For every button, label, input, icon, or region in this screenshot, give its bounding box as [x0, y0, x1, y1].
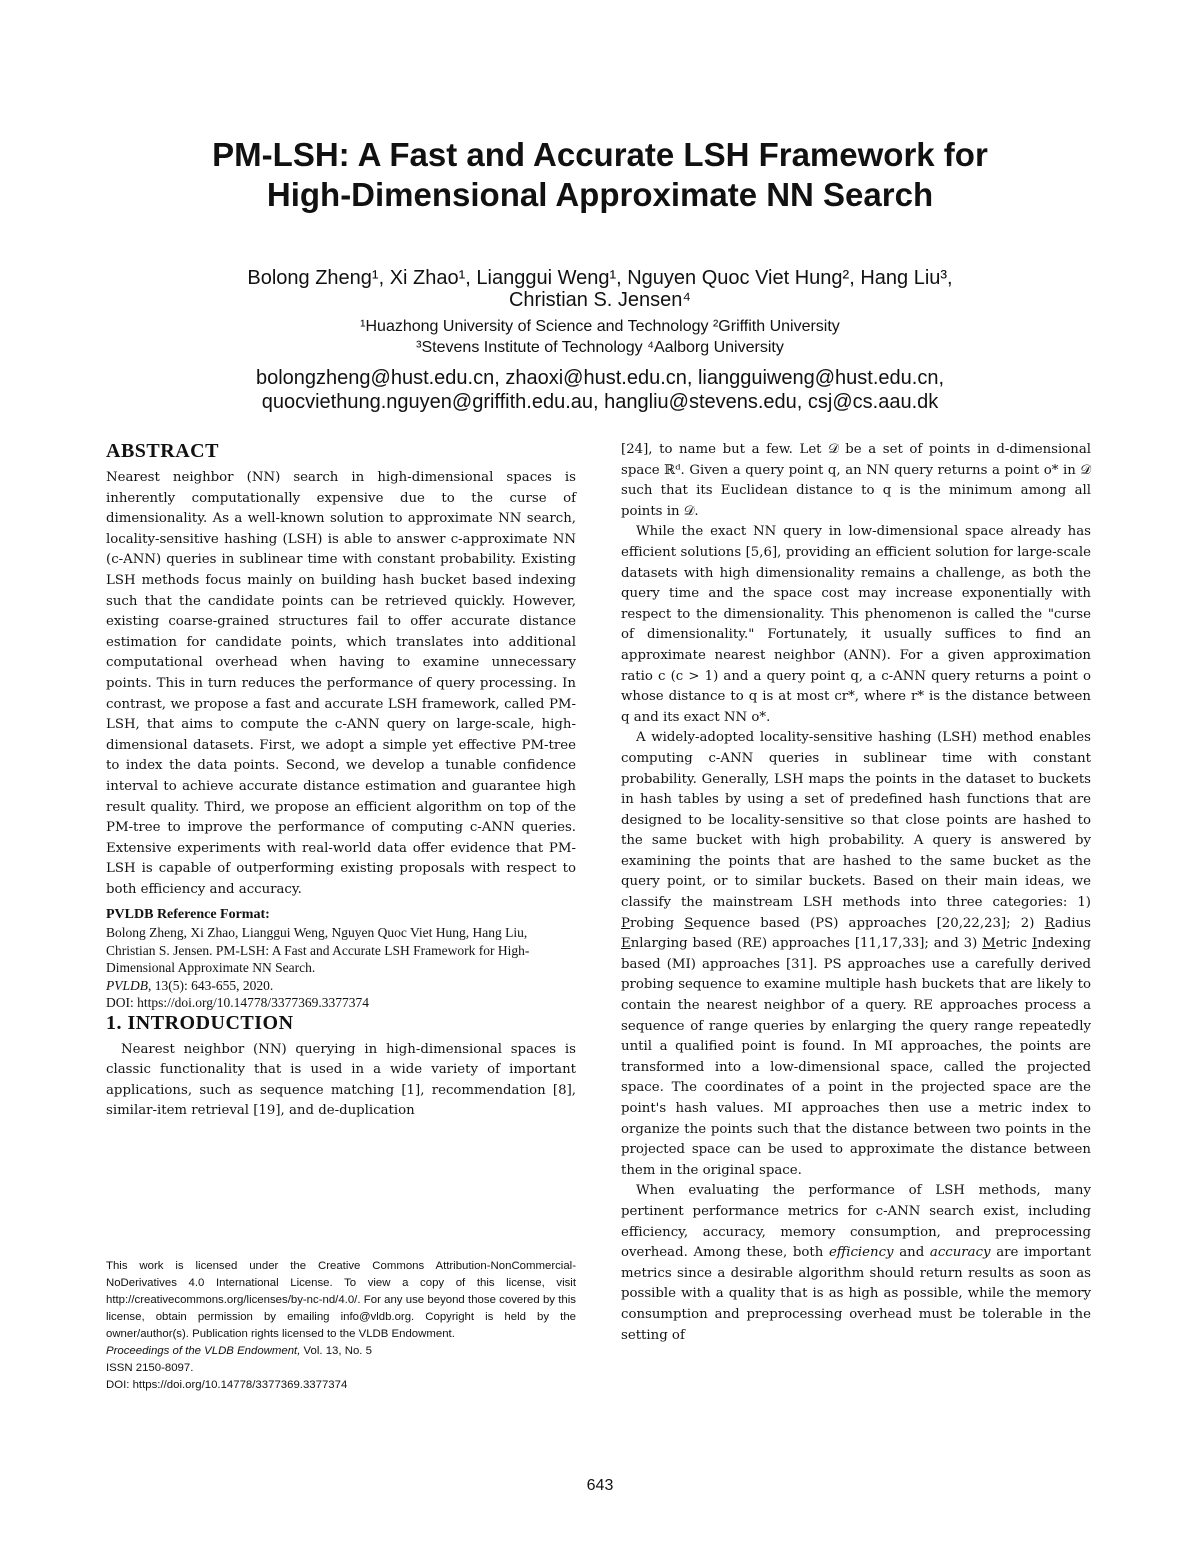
reference-format-doi: DOI: https://doi.org/10.14778/3377369.3377374 [106, 995, 370, 1011]
authors-line-2: Christian S. Jensen⁴ [508, 289, 691, 311]
paper-title [100, 135, 1100, 215]
accuracy-term: accuracy [929, 1245, 991, 1261]
efficiency-term: efficiency [828, 1245, 894, 1261]
authors-line-1: Bolong Zheng¹, Xi Zhao¹, Lianggui Weng¹, Nguyen Quoc Viet Hung², Hang Liu³, [247, 267, 953, 289]
author-list [100, 267, 1100, 311]
mi-text-1: etric [995, 936, 1032, 952]
emails-line-2: quocviethung.nguyen@griffith.edu.au, hangliu@stevens.edu, csj@cs.aau.dk [261, 391, 939, 413]
intro-paragraph-5 [621, 1181, 1091, 1346]
affiliations [100, 316, 1100, 358]
abstract-heading: ABSTRACT [106, 440, 219, 462]
affiliation-line-2: ³Stevens Institute of Technology ⁴Aalborg University [416, 339, 784, 356]
intro-paragraph-3: While the exact NN query in low-dimensional space already has efficient solutions [5,6], providing an efficient solution for large-scale datasets with high dimensionality remains a challenge, as both the query time and the space cost may increase exponentially with respect to the dimensionality. This phenomenon is called the "curse of dimensionality." Fortunately, it usually suffices to find an approximate nearest neighbor (ANN). For a given approximation ratio c (c > 1) and a query point q, a c-ANN query returns a point o whose distance to q is at most cr*, where r* is the distance between q and its exact NN o*. [621, 524, 1091, 725]
reference-format-citation: Bolong Zheng, Xi Zhao, Lianggui Weng, Nguyen Quoc Viet Hung, Hang Liu, Christian S. Jensen. PM-LSH: A Fast and Accurate LSH Framework for High-Dimensional Approximate NN Search. [106, 925, 530, 976]
page-number: 643 [586, 1477, 614, 1494]
re-initial-r: R [1044, 915, 1055, 931]
ps-initial-p: P [621, 915, 630, 931]
re-initial-e: E [621, 936, 631, 952]
proceedings-volume: Vol. 13, No. 5 [300, 1345, 372, 1357]
introduction-paragraph-1: Nearest neighbor (NN) querying in high-dimensional spaces is classic functionality that is used in a wide variety of important applications, such as sequence matching [1], recommendation [8], similar-item retrieval [19], and de-duplication [106, 1041, 576, 1119]
ps-initial-s: S [684, 915, 694, 931]
title-line-2: High-Dimensional Approximate NN Search [266, 176, 934, 213]
footnote-doi: DOI: https://doi.org/10.14778/3377369.3377374 [106, 1379, 348, 1391]
proceedings-line [106, 1343, 576, 1360]
mi-text-2: ndexing based (MI) approaches [31]. PS approaches use a carefully derived probing sequence to examine multiple hash buckets that are likely to contain the nearest neighbor of a query. RE approaches process a sequence of range queries by enlarging the query range repeatedly until a qualified point is found. In MI approaches, the points are transformed into a low-dimensional space, called the projected space. The coordinates of a point in the projected space are the point's hash values. MI approaches then use a metric index to organize the points such that the distance between two points in the projected space can be used to approximate the distance between them in the original space. [621, 936, 1091, 1178]
intro-paragraph-4 [621, 728, 1091, 1181]
ps-text-1: robing [629, 915, 685, 931]
title-line-1: PM-LSH: A Fast and Accurate LSH Framework for [212, 136, 988, 173]
reference-format [106, 924, 576, 1011]
issn-line: ISSN 2150-8097. [106, 1362, 194, 1374]
license-footnote [106, 1258, 576, 1394]
metrics-text-2: and [893, 1245, 930, 1261]
right-column [621, 440, 1091, 1346]
mi-initial-i: I [1031, 936, 1038, 952]
reference-format-venue: PVLDB [106, 977, 148, 993]
metrics-text-3: are important metrics since a desirable algorithm should return results as soon as possible with a quality that is as high as possible, while the memory consumption and preprocessing overhead must be tolerable in the setting of [621, 1245, 1091, 1343]
metrics-text-1: When evaluating the performance of LSH methods, many pertinent performance metrics for c-ANN search exist, including efficiency, accuracy, memory consumption, and preprocessing overhead. Among these, both [621, 1183, 1091, 1261]
lsh-overview-text: A widely-adopted locality-sensitive hashing (LSH) method enables computing c-ANN queries in sublinear time with constant probability. Generally, LSH maps the points in the dataset to buckets in hash tables by using a set of predefined hash functions that are designed to be locality-sensitive so that close points are hashed to the same bucket with high probability. A query is answered by examining the points that are hashed to the same bucket as the query point, or to similar buckets. Based on their main ideas, we classify the mainstream LSH methods into three categories: 1) [621, 730, 1091, 911]
affiliation-line-1: ¹Huazhong University of Science and Technology ²Griffith University [360, 318, 840, 335]
intro-paragraph-2: [24], to name but a few. Let 𝒟 be a set of points in d-dimensional space ℝᵈ. Given a query point q, an NN query returns a point o* in 𝒟 such that its Euclidean distance to q is the minimum among all points in 𝒟. [621, 442, 1091, 519]
re-text-1: adius [1054, 915, 1091, 931]
introduction-heading: 1. INTRODUCTION [106, 1011, 294, 1034]
author-emails [100, 366, 1100, 414]
reference-format-heading: PVLDB Reference Format: [106, 907, 270, 923]
re-text-2: nlarging based (RE) approaches [11,17,33]; and 3) [630, 936, 983, 952]
reference-format-volume: , 13(5): 643-655, 2020. [148, 977, 274, 993]
abstract-text: Nearest neighbor (NN) search in high-dimensional spaces is inherently computationally expensive due to the curse of dimensionality. As a well-known solution to approximate NN search, locality-sensitive hashing (LSH) is able to answer c-approximate NN (c-ANN) queries in sublinear time with constant probability. Existing LSH methods focus mainly on building hash bucket based indexing such that the candidate points can be retrieved quickly. However, existing coarse-grained structures fail to offer accurate distance estimation for candidate points, which translates into additional computational overhead when having to examine unnecessary points. This in turn reduces the performance of query processing. In contrast, we propose a fast and accurate LSH framework, called PM-LSH, that aims to compute the c-ANN query on large-scale, high-dimensional datasets. First, we adopt a simple yet effective PM-tree to index the data points. Second, we develop a tunable confidence interval to achieve accurate distance estimation and guarantee high result quality. Third, we propose an efficient algorithm on top of the PM-tree to improve the performance of computing c-ANN queries. Extensive experiments with real-world data offer evidence that PM-LSH is capable of outperforming existing proposals with respect to both efficiency and accuracy. [106, 470, 576, 897]
mi-initial-m: M [982, 936, 996, 952]
license-text: This work is licensed under the Creative Commons Attribution-NonCommercial-NoDerivatives 4.0 International License. To view a copy of this license, visit http://creativecommons.org/licenses/by-nc-nd/4.0/. For any use beyond those covered by this license, obtain permission by emailing info@vldb.org. Copyright is held by the owner/author(s). Publication rights licensed to the VLDB Endowment. [106, 1260, 576, 1340]
left-column [106, 440, 576, 1122]
ps-text-2: equence based (PS) approaches [20,22,23]; 2) [693, 915, 1045, 931]
emails-line-1: bolongzheng@hust.edu.cn, zhaoxi@hust.edu.cn, liangguiweng@hust.edu.cn, [255, 367, 945, 389]
proceedings-title: Proceedings of the VLDB Endowment, [106, 1345, 301, 1357]
